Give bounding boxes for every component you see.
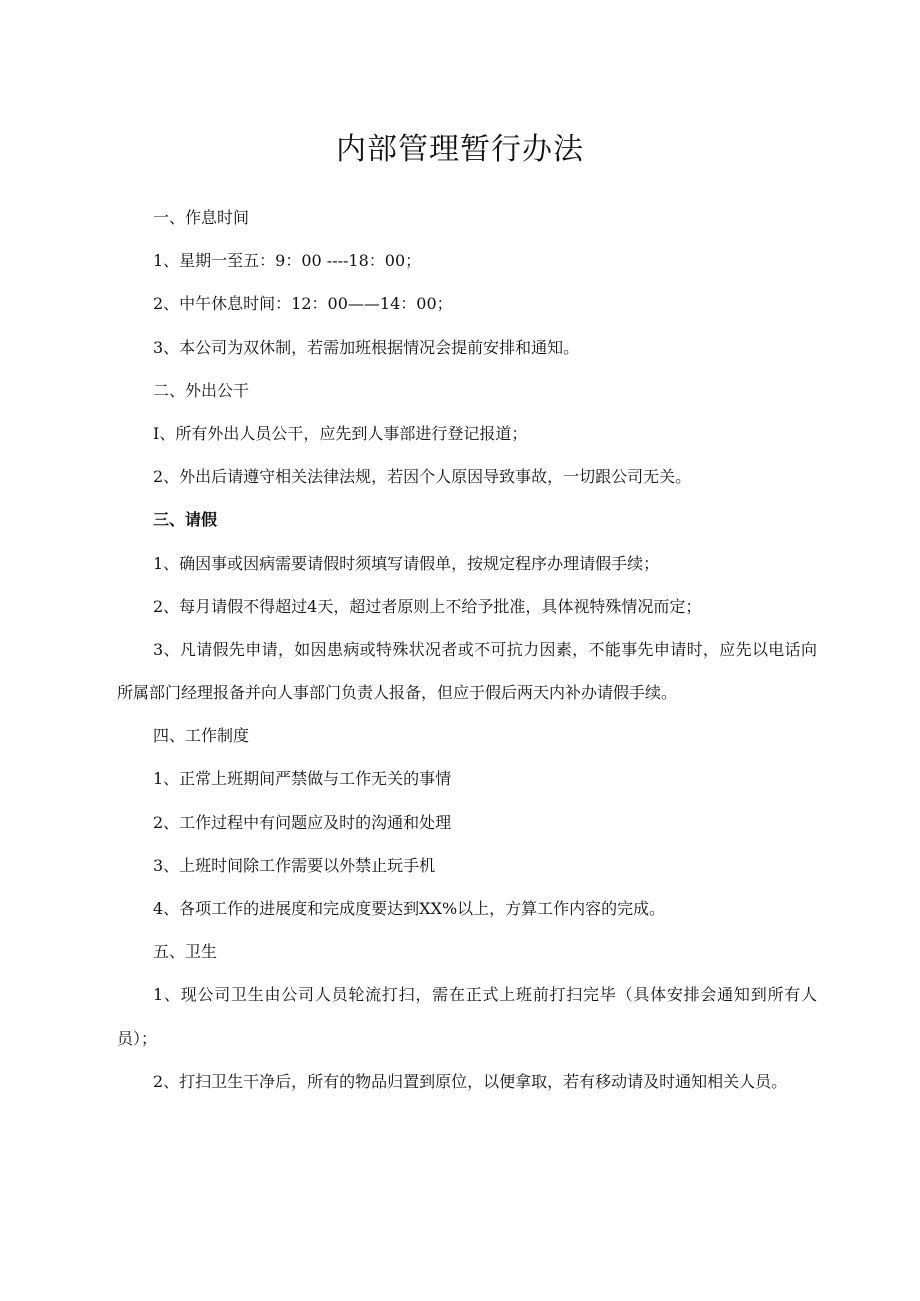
section-heading-leave: 三、请假 <box>153 510 218 530</box>
work-rules-item: 4、各项工作的进展度和完成度要达到XX%以上，方算工作内容的完成。 <box>153 899 666 919</box>
business-trip-item: 2、外出后请遵守相关法律法规，若因个人原因导致事故，一切跟公司无关。 <box>153 467 692 487</box>
section-heading-hygiene: 五、卫生 <box>153 942 218 962</box>
business-trip-item: I、所有外出人员公干，应先到人事部进行登记报道； <box>153 423 528 443</box>
schedule-item: 1、星期一至五：9：00 ----18：00； <box>153 251 422 271</box>
document-body <box>117 196 817 1103</box>
document-title: 内部管理暂行办法 <box>336 132 584 167</box>
work-rules-item: 2、工作过程中有问题应及时的沟通和处理 <box>153 812 452 832</box>
schedule-item: 2、中午休息时间：12：00——14：00； <box>153 294 453 314</box>
section-heading-work-rules: 四、工作制度 <box>153 726 250 746</box>
section-heading-business-trip: 二、外出公干 <box>153 380 250 400</box>
hygiene-item: 1、现公司卫生由公司人员轮流打扫，需在正式上班前打扫完毕（具体安排会通知到所有人员）； <box>117 985 817 1048</box>
leave-item: 1、确因事或因病需要请假时须填写请假单，按规定程序办理请假手续； <box>153 553 660 573</box>
leave-item: 2、每月请假不得超过4天，超过者原则上不给予批准，具体视特殊情况而定； <box>153 596 702 616</box>
work-rules-item: 3、上班时间除工作需要以外禁止玩手机 <box>153 855 436 875</box>
schedule-item: 3、本公司为双休制，若需加班根据情况会提前安排和通知。 <box>153 337 580 357</box>
hygiene-item: 2、打扫卫生干净后，所有的物品归置到原位，以便拿取，若有移动请及时通知相关人员。 <box>153 1071 788 1091</box>
section-heading-schedule: 一、作息时间 <box>153 208 250 227</box>
leave-item: 3、凡请假先申请，如因患病或特殊状况者或不可抗力因素，不能事先申请时，应先以电话向所属部门经理报备并向人事部门负责人报备，但应于假后两天内补办请假手续。 <box>117 639 817 703</box>
work-rules-item: 1、正常上班期间严禁做与工作无关的事情 <box>153 769 452 789</box>
